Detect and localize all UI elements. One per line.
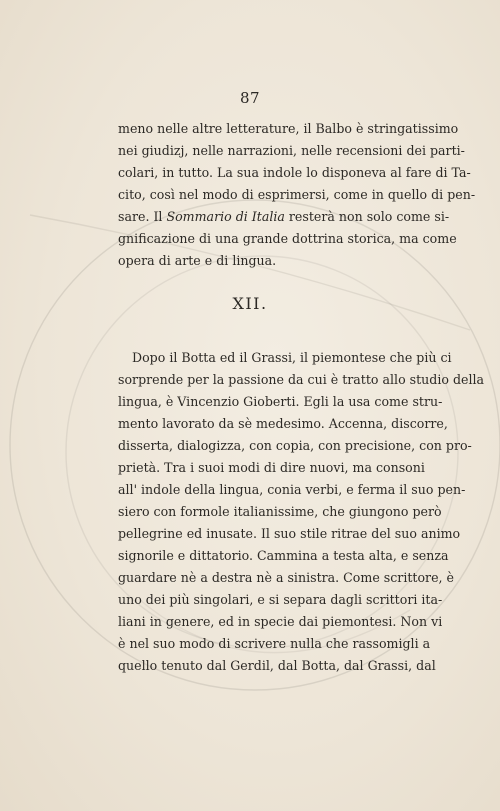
text-line: uno dei più singolari, e si separa dagli scrittori ita- <box>118 592 443 607</box>
text-line: è nel suo modo di scrivere nulla che rassomigli a <box>118 636 431 651</box>
text-line: cito, così nel modo di esprimersi, come in quello di pen- <box>118 187 476 202</box>
text-line: guardare nè a destra nè a sinistra. Come scrittore, è <box>118 570 454 585</box>
text-line: prietà. Tra i suoi modi di dire nuovi, ma consoni <box>118 460 425 475</box>
text-line: quello tenuto dal Gerdil, dal Botta, dal Grassi, dal <box>118 658 436 673</box>
text-line: siero con formole italianissime, che giungono però <box>118 504 442 519</box>
page-number: 87 <box>239 89 261 107</box>
text-line: meno nelle altre letterature, il Balbo è stringatissimo <box>118 121 459 136</box>
italic-book-title: Sommario di Italia <box>166 209 285 224</box>
text-line: mento lavorato da sè medesimo. Accenna, discorre, <box>118 416 448 431</box>
text-line: colari, in tutto. La sua indole lo disponeva al fare di Ta- <box>118 165 471 180</box>
text-line: signorile e dittatorio. Cammina a testa alta, e senza <box>118 548 449 563</box>
text-line: nei giudizj, nelle narrazioni, nelle recensioni dei parti- <box>118 143 465 158</box>
text-line: opera di arte e di lingua. <box>118 253 277 268</box>
section-heading: XII. <box>232 294 268 313</box>
text-line <box>118 209 450 225</box>
text-line: lingua, è Vincenzio Gioberti. Egli la usa come stru- <box>118 394 443 409</box>
text-line: gnificazione di una grande dottrina storica, ma come <box>118 231 457 246</box>
text-line: all' indole della lingua, conia verbi, e ferma il suo pen- <box>118 482 466 497</box>
text-fragment: resterà non solo come si- <box>284 209 450 224</box>
text-line: Dopo il Botta ed il Grassi, il piemontese che più ci <box>132 350 452 365</box>
text-fragment: sare. Il <box>118 209 167 224</box>
text-line: disserta, dialogizza, con copia, con precisione, con pro- <box>118 438 472 453</box>
text-line: pellegrine ed inusate. Il suo stile ritrae del suo animo <box>118 526 461 541</box>
text-line: sorprende per la passione da cui è tratto allo studio della <box>118 372 485 387</box>
text-line: liani in genere, ed in specie dai piemontesi. Non vi <box>118 614 443 629</box>
